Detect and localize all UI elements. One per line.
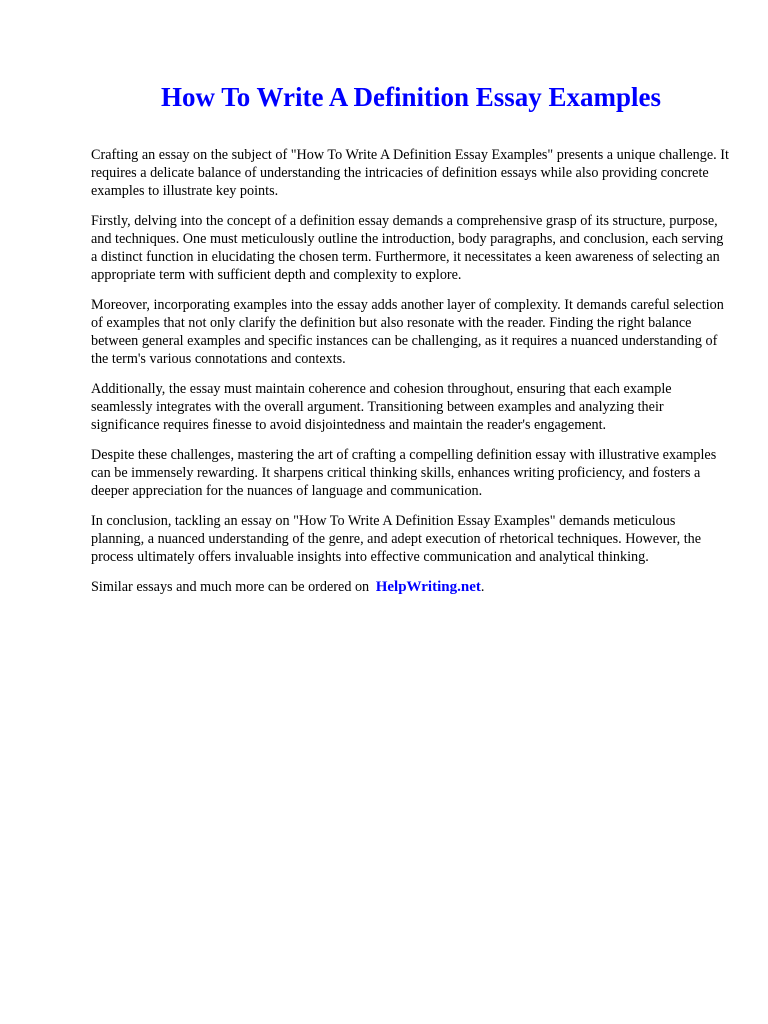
document-title: How To Write A Definition Essay Examples <box>160 82 662 112</box>
paragraph-2: Firstly, delving into the concept of a definition essay demands a comprehensive grasp of its structure, purpose, and techniques. One must meticulously outline the introduction, body paragraphs, and conclusion, each serving a distinct function in elucidating the chosen term. Furthermore, it necessitates a keen awareness of selecting an appropriate term with sufficient depth and complexity to explore. <box>91 213 724 283</box>
order-note-text: Similar essays and much more can be ordered on <box>91 579 370 595</box>
paragraph-3: Moreover, incorporating examples into the essay adds another layer of complexity. It demands careful selection of examples that not only clarify the definition but also resonate with the reader. Finding the right balance between general examples and specific instances can be challenging, as it requires a nuanced understanding of the term's various connotations and contexts. <box>91 297 724 367</box>
order-note-period: . <box>480 579 485 595</box>
helpwriting-link[interactable]: HelpWriting.net <box>375 579 481 595</box>
paragraph-5: Despite these challenges, mastering the art of crafting a compelling definition essay with illustrative examples can be immensely rewarding. It sharpens critical thinking skills, enhances writing proficiency, and fosters a deeper appreciation for the nuances of language and communication. <box>91 447 717 499</box>
paragraph-1: Crafting an essay on the subject of "How To Write A Definition Essay Examples" presents a unique challenge. It requires a delicate balance of understanding the intricacies of definition essays while also providing concrete examples to illustrate key points. <box>91 147 729 199</box>
paragraph-4: Additionally, the essay must maintain coherence and cohesion throughout, ensuring that each example seamlessly integrates with the overall argument. Transitioning between examples and analyzing their significance requires finesse to avoid disjointedness and maintain the reader's engagement. <box>91 381 672 433</box>
paragraph-6: In conclusion, tackling an essay on "How To Write A Definition Essay Examples" demands meticulous planning, a nuanced understanding of the genre, and adept execution of rhetorical techniques. However, the process ultimately offers invaluable insights into effective communication and analytical thinking. <box>91 513 702 565</box>
order-note <box>91 578 731 596</box>
document-body <box>91 146 731 596</box>
